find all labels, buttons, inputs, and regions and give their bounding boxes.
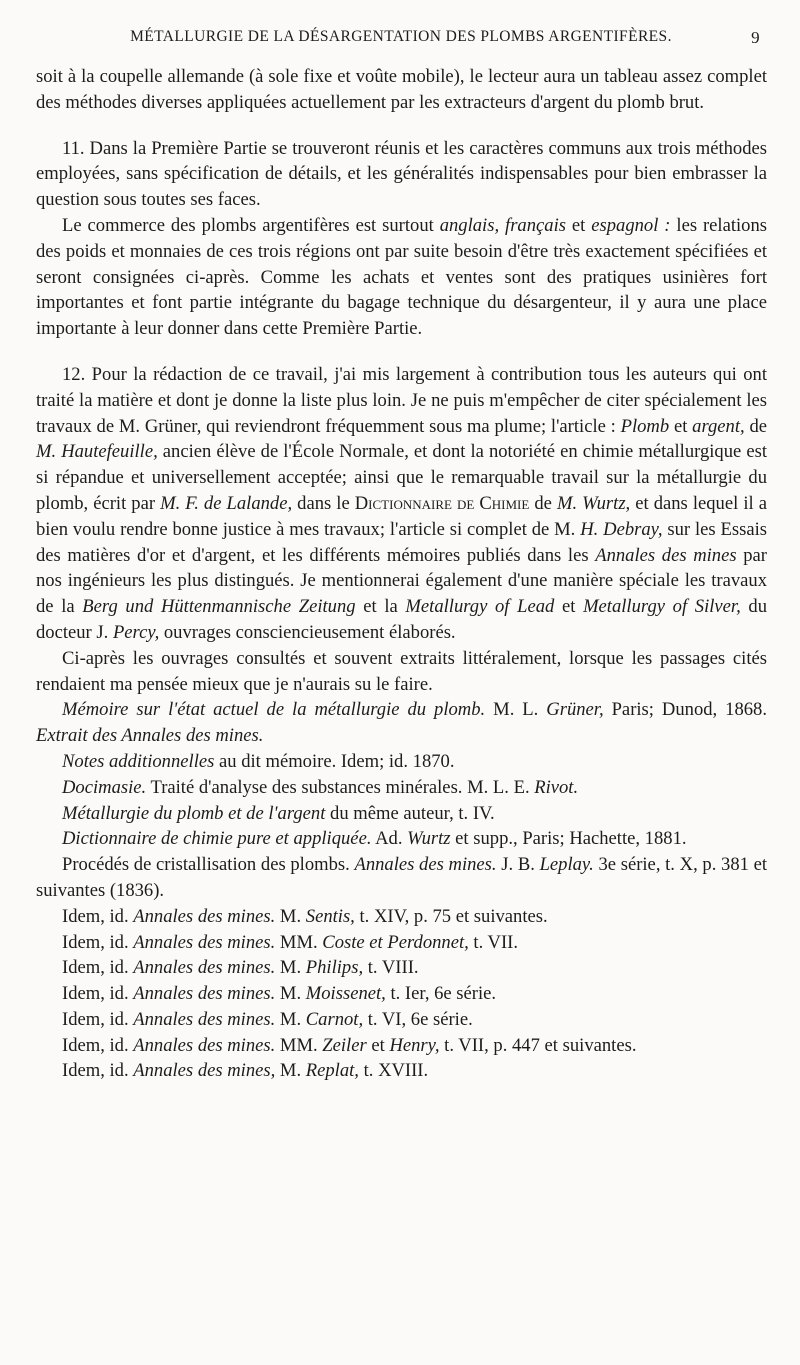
page-body xyxy=(36,64,767,1084)
bib-entry-sentis: Idem, id. Annales des mines. M. Sentis, t. XIV, p. 75 et suivantes. xyxy=(62,905,548,927)
bib-entry-docimasie: Docimasie. Traité d'analyse des substances minérales. M. L. E. Rivot. xyxy=(62,776,579,798)
bib-entry-zeiler: Idem, id. Annales des mines. MM. Zeiler et Henry, t. VII, p. 447 et suivantes. xyxy=(62,1034,637,1056)
bib-entry-metallurgie: Métallurgie du plomb et de l'argent du même auteur, t. IV. xyxy=(62,802,495,824)
bib-entry-coste: Idem, id. Annales des mines. MM. Coste et Perdonnet, t. VII. xyxy=(62,931,519,953)
bib-entry-dictionnaire: Dictionnaire de chimie pure et appliquée. Ad. Wurtz et supp., Paris; Hachette, 1881. xyxy=(62,828,687,850)
running-header xyxy=(38,28,764,54)
running-title: MÉTALLURGIE DE LA DÉSARGENTATION DES PLOMBS ARGENTIFÈRES. xyxy=(130,28,672,45)
bib-entry-leplay: Procédés de cristallisation des plombs. Annales des mines. J. B. Leplay. 3e série, t. X, p. 381 et suivantes (1836). xyxy=(36,854,768,901)
paragraph-11: 11. Dans la Première Partie se trouveront réunis et les caractères communs aux trois méthodes employées, sans spécification de détails, et les généralités indispensables pour bien embrasser la question sous toutes ses faces. xyxy=(36,137,767,211)
bib-entry-notes: Notes additionnelles au dit mémoire. Idem; id. 1870. xyxy=(62,750,455,772)
bib-entry-replat: Idem, id. Annales des mines, M. Replat, t. XVIII. xyxy=(62,1060,429,1082)
bib-entry-philips: Idem, id. Annales des mines. M. Philips, t. VIII. xyxy=(62,957,419,979)
bib-entry-carnot: Idem, id. Annales des mines. M. Carnot, t. VI, 6e série. xyxy=(62,1008,473,1030)
paragraph-commerce: Le commerce des plombs argentifères est surtout anglais, français et espagnol : les relations des poids et monnaies de ces trois régions ont par suite besoin d'être très exactement spécifiées et seront consignées ci-après. Comme les achats et ventes sont des pratiques usinières fort importantes et font partie intégrante du bagage technique du désargenteur, il y aura une place importante à leur donner dans cette Première Partie. xyxy=(36,214,767,340)
paragraph-12: 12. Pour la rédaction de ce travail, j'ai mis largement à contribution tous les auteurs qui ont traité la matière et dont je donne la liste plus loin. Je ne puis m'empêcher de citer spécialement les travaux de M. Grüner, qui reviendront fréquemment sous ma plume; l'article : Plomb et argent, de M. Hautefeuille, ancien élève de l'École Normale, et dont la notoriété en chimie métallurgique est si répandue et universellement acceptée; ainsi que le remarquable travail sur la métallurgie du plomb, écrit par M. F. de Lalande, dans le Dictionnaire de Chimie de M. Wurtz, et dans lequel il a bien voulu rendre bonne justice à mes travaux; l'article si complet de M. H. Debray, sur les Essais des matières d'or et d'argent, et les différents mémoires publiés dans les Annales des mines par nos ingénieurs les plus distingués. Je mentionnerai également d'une manière spéciale les travaux de la Berg und Hüttenmannische Zeitung et la Metallurgy of Lead et Metallurgy of Silver, du docteur J. Percy, ouvrages consciencieusement élaborés. xyxy=(36,363,768,643)
paragraph-continued: soit à la coupelle allemande (à sole fixe et voûte mobile), le lecteur aura un tableau assez complet des méthodes diverses appliquées actuellement par les extracteurs d'argent du plomb brut. xyxy=(36,66,767,113)
page-number: 9 xyxy=(751,28,760,47)
paragraph-sources-intro: Ci-après les ouvrages consultés et souvent extraits littéralement, lorsque les passages cités rendaient ma pensée mieux que je n'aurais su le faire. xyxy=(36,647,767,695)
bib-entry-moissenet: Idem, id. Annales des mines. M. Moissenet, t. Ier, 6e série. xyxy=(62,983,497,1005)
bib-entry-gruner: Mémoire sur l'état actuel de la métallurgie du plomb. M. L. Grüner, Paris; Dunod, 1868. Extrait des Annales des mines. xyxy=(36,699,767,747)
